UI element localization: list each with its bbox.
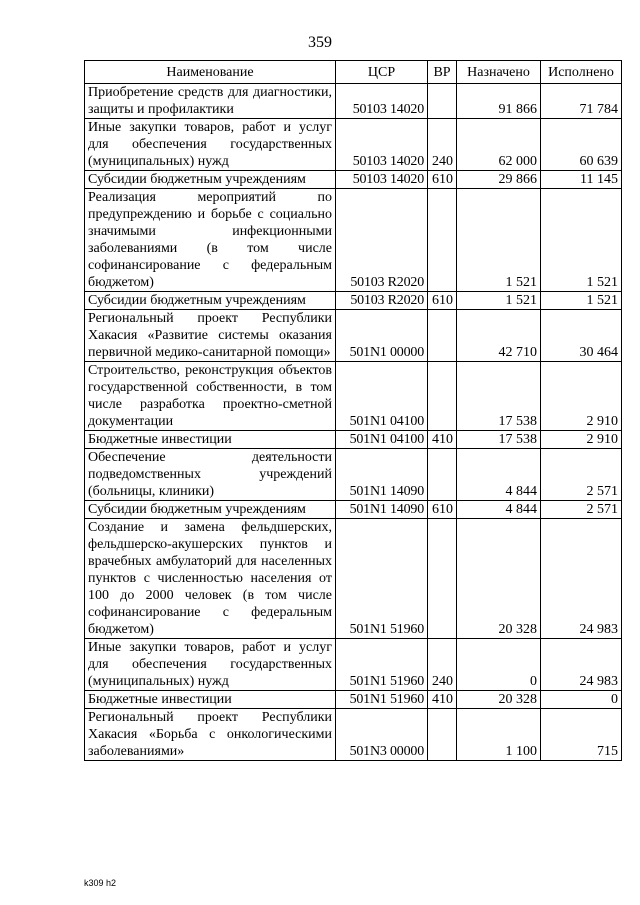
row-vr: 240 xyxy=(428,639,457,691)
row-executed: 1 521 xyxy=(541,292,622,310)
row-executed: 2 571 xyxy=(541,501,622,519)
row-executed: 30 464 xyxy=(541,310,622,362)
row-executed: 715 xyxy=(541,709,622,761)
row-name: Бюджетные инвестиции xyxy=(85,431,336,449)
row-vr xyxy=(428,310,457,362)
table-row xyxy=(85,292,622,310)
row-csr: 50103 14020 xyxy=(336,119,428,171)
row-vr xyxy=(428,362,457,431)
row-name: Иные закупки товаров, работ и услуг для обеспечения государственных (муниципальных) нужд xyxy=(85,639,336,691)
row-name: Субсидии бюджетным учреждениям xyxy=(85,171,336,189)
row-assigned: 1 100 xyxy=(457,709,541,761)
row-executed: 60 639 xyxy=(541,119,622,171)
row-name: Региональный проект Республики Хакасия «Борьба с онкологическими заболеваниями» xyxy=(85,709,336,761)
table-row xyxy=(85,519,622,639)
row-csr: 50103 R2020 xyxy=(336,189,428,292)
table-row xyxy=(85,362,622,431)
row-assigned: 29 866 xyxy=(457,171,541,189)
row-vr xyxy=(428,449,457,501)
footer-code: k309 h2 xyxy=(84,878,117,888)
header-name: Наименование xyxy=(85,61,336,84)
row-name: Строительство, реконструкция объектов государственной собственности, в том числе разработка проектно-сметной документации xyxy=(85,362,336,431)
row-vr xyxy=(428,84,457,119)
header-vr: ВР xyxy=(428,61,457,84)
row-assigned: 1 521 xyxy=(457,292,541,310)
row-executed: 1 521 xyxy=(541,189,622,292)
row-csr: 50103 14020 xyxy=(336,84,428,119)
table-row xyxy=(85,709,622,761)
row-name: Субсидии бюджетным учреждениям xyxy=(85,292,336,310)
header-csr: ЦСР xyxy=(336,61,428,84)
row-assigned: 4 844 xyxy=(457,449,541,501)
row-csr: 501N1 04100 xyxy=(336,431,428,449)
row-csr: 501N1 51960 xyxy=(336,519,428,639)
row-assigned: 0 xyxy=(457,639,541,691)
row-assigned: 20 328 xyxy=(457,691,541,709)
row-csr: 501N1 14090 xyxy=(336,449,428,501)
table-row xyxy=(85,171,622,189)
row-csr: 50103 14020 xyxy=(336,171,428,189)
table-header-row xyxy=(85,61,622,84)
row-assigned: 62 000 xyxy=(457,119,541,171)
table-row xyxy=(85,431,622,449)
row-csr: 501N3 00000 xyxy=(336,709,428,761)
row-vr: 410 xyxy=(428,691,457,709)
row-csr: 501N1 51960 xyxy=(336,691,428,709)
row-name: Иные закупки товаров, работ и услуг для обеспечения государственных (муниципальных) нужд xyxy=(85,119,336,171)
header-executed: Исполнено xyxy=(541,61,622,84)
row-assigned: 17 538 xyxy=(457,362,541,431)
row-name: Обеспечение деятельности подведомственных учреждений (больницы, клиники) xyxy=(85,449,336,501)
row-name: Региональный проект Республики Хакасия «Развитие системы оказания первичной медико-санитарной помощи» xyxy=(85,310,336,362)
row-executed: 11 145 xyxy=(541,171,622,189)
table-row xyxy=(85,449,622,501)
row-vr xyxy=(428,189,457,292)
row-csr: 501N1 14090 xyxy=(336,501,428,519)
row-name: Приобретение средств для диагностики, защиты и профилактики xyxy=(85,84,336,119)
row-vr: 610 xyxy=(428,171,457,189)
table-row xyxy=(85,639,622,691)
row-assigned: 17 538 xyxy=(457,431,541,449)
row-vr: 410 xyxy=(428,431,457,449)
table-row xyxy=(85,189,622,292)
row-executed: 2 910 xyxy=(541,431,622,449)
table-row xyxy=(85,119,622,171)
row-executed: 2 571 xyxy=(541,449,622,501)
row-vr xyxy=(428,709,457,761)
budget-table xyxy=(84,60,622,761)
row-csr: 501N1 00000 xyxy=(336,310,428,362)
row-csr: 50103 R2020 xyxy=(336,292,428,310)
row-name: Создание и замена фельдшерских, фельдшерско-акушерских пунктов и врачебных амбулаторий для населенных пунктов с численностью населения от 100 до 2000 человек (в том числе софинансирование с федеральным бюджетом) xyxy=(85,519,336,639)
row-executed: 71 784 xyxy=(541,84,622,119)
row-executed: 0 xyxy=(541,691,622,709)
page-number: 359 xyxy=(308,34,332,51)
row-executed: 24 983 xyxy=(541,639,622,691)
row-vr: 240 xyxy=(428,119,457,171)
row-assigned: 1 521 xyxy=(457,189,541,292)
row-name: Субсидии бюджетным учреждениям xyxy=(85,501,336,519)
table-row xyxy=(85,691,622,709)
row-assigned: 20 328 xyxy=(457,519,541,639)
table-row xyxy=(85,84,622,119)
row-name: Бюджетные инвестиции xyxy=(85,691,336,709)
row-vr: 610 xyxy=(428,501,457,519)
row-assigned: 91 866 xyxy=(457,84,541,119)
row-assigned: 42 710 xyxy=(457,310,541,362)
row-vr xyxy=(428,519,457,639)
row-executed: 2 910 xyxy=(541,362,622,431)
table-row xyxy=(85,501,622,519)
row-vr: 610 xyxy=(428,292,457,310)
row-executed: 24 983 xyxy=(541,519,622,639)
row-csr: 501N1 04100 xyxy=(336,362,428,431)
row-csr: 501N1 51960 xyxy=(336,639,428,691)
row-assigned: 4 844 xyxy=(457,501,541,519)
header-assigned: Назначено xyxy=(457,61,541,84)
row-name: Реализация мероприятий по предупреждению и борьбе с социально значимыми инфекционными заболеваниями (в том числе софинансирование с федеральным бюджетом) xyxy=(85,189,336,292)
table-row xyxy=(85,310,622,362)
